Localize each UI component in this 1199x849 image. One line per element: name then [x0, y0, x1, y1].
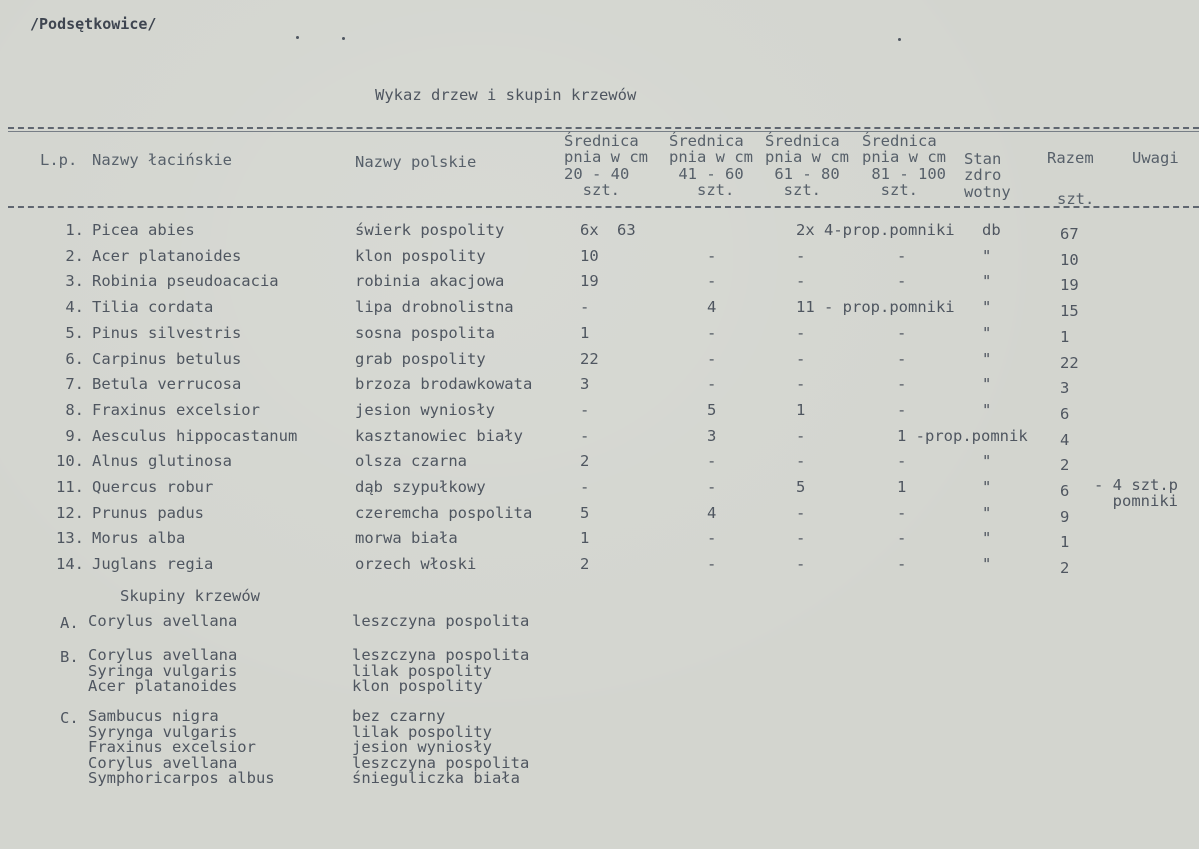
table-header-rule — [8, 206, 1199, 208]
count-81-100: - — [897, 272, 907, 290]
count-81-100: - — [897, 555, 907, 573]
polish-name: olsza czarna — [355, 452, 467, 470]
row-number: 4. — [65, 298, 84, 316]
row-number: 14. — [56, 555, 84, 573]
total-count: 19 — [1060, 276, 1079, 294]
count-61-80: - — [796, 452, 806, 470]
total-count: 3 — [1060, 379, 1070, 397]
total-count: 22 — [1060, 354, 1079, 372]
count-20-40: 1 — [580, 324, 590, 342]
polish-name: orzech włoski — [355, 555, 477, 573]
latin-name: Morus alba — [92, 529, 186, 547]
count-61-80: - — [796, 247, 806, 265]
count-20-40: - — [580, 298, 590, 316]
count-41-60: - — [707, 272, 717, 290]
count-20-40: - — [580, 427, 590, 445]
health-status: " — [982, 529, 992, 547]
count-81-100: 1 — [897, 478, 907, 496]
latin-name: Pinus silvestris — [92, 324, 242, 342]
count-81-100: - — [897, 375, 907, 393]
count-61-80: 11 - prop.pomniki — [796, 298, 955, 316]
column-header-diameter-61-80: Średnica pnia w cm 61 - 80 szt. — [765, 132, 849, 199]
count-61-80: - — [796, 504, 806, 522]
count-41-60: 3 — [707, 427, 717, 445]
count-61-80: 2x 4-prop.pomniki — [796, 221, 955, 239]
polish-name: jesion wyniosły — [355, 401, 495, 419]
shrub-polish-names: leszczyna pospolita lilak pospolity klon pospolity — [352, 646, 530, 695]
shrub-group-letter: C. — [60, 709, 79, 727]
total-count: 10 — [1060, 251, 1079, 269]
column-header-total: Razem — [1047, 149, 1094, 167]
polish-name: lipa drobnolistna — [355, 298, 514, 316]
health-status: db — [982, 221, 1001, 239]
health-status: " — [982, 272, 992, 290]
list-title: Wykaz drzew i skupin krzewów — [375, 86, 637, 104]
count-41-60: - — [707, 452, 717, 470]
polish-name: morwa biała — [355, 529, 458, 547]
total-count: 15 — [1060, 302, 1079, 320]
column-header-lp: L.p. — [40, 151, 78, 169]
count-41-60: - — [707, 324, 717, 342]
count-61-80: - — [796, 555, 806, 573]
column-header-diameter-81-100: Średnica pnia w cm 81 - 100 szt. — [862, 132, 946, 199]
count-20-40: 6x — [580, 221, 599, 239]
count-61-80: 1 — [796, 401, 806, 419]
row-number: 2. — [65, 247, 84, 265]
count-41-60: - — [707, 375, 717, 393]
count-20-40: 19 — [580, 272, 599, 290]
shrub-latin-names: Corylus avellana Syringa vulgaris Acer platanoides — [88, 646, 238, 695]
count-61-80: 5 — [796, 478, 806, 496]
count-81-100: - — [897, 350, 907, 368]
latin-name: Prunus padus — [92, 504, 204, 522]
count-41-60: - — [707, 478, 717, 496]
column-header-polish: Nazwy polskie — [355, 153, 477, 171]
count-20-40: - — [580, 478, 590, 496]
total-count: 6 — [1060, 482, 1070, 500]
row-number: 10. — [56, 452, 84, 470]
count-61-80: - — [796, 427, 806, 445]
total-count: 4 — [1060, 431, 1070, 449]
count-20-40: 1 — [580, 529, 590, 547]
latin-name: Quercus robur — [92, 478, 214, 496]
count-41-60: 4 — [707, 298, 717, 316]
health-status: " — [982, 401, 992, 419]
column-header-diameter-41-60: Średnica pnia w cm 41 - 60 szt. — [669, 132, 753, 199]
count-81-100: - — [897, 529, 907, 547]
latin-name: Alnus glutinosa — [92, 452, 232, 470]
latin-name: Carpinus betulus — [92, 350, 242, 368]
shrub-polish-names: bez czarny lilak pospolity jesion wyniosły leszczyna pospolita śnieguliczka biała — [352, 707, 530, 787]
count-61-80: - — [796, 529, 806, 547]
latin-name: Aesculus hippocastanum — [92, 427, 298, 445]
total-count: 9 — [1060, 508, 1070, 526]
polish-name: sosna pospolita — [355, 324, 495, 342]
table-top-rule — [8, 127, 1199, 129]
row-number: 13. — [56, 529, 84, 547]
ink-dot — [342, 37, 345, 40]
polish-name: brzoza brodawkowata — [355, 375, 533, 393]
row-number: 7. — [65, 375, 84, 393]
count-61-80: - — [796, 375, 806, 393]
row-number: 6. — [65, 350, 84, 368]
count-20-40: 2 — [580, 452, 590, 470]
health-status: " — [982, 324, 992, 342]
health-status: " — [982, 350, 992, 368]
total-count: 1 — [1060, 328, 1070, 346]
count-41-60: 4 — [707, 504, 717, 522]
count-41-60: - — [707, 247, 717, 265]
health-status: " — [982, 452, 992, 470]
polish-name: robinia akacjowa — [355, 272, 505, 290]
total-count: 2 — [1060, 456, 1070, 474]
count-20-40: 22 — [580, 350, 599, 368]
count-61-80: - — [796, 350, 806, 368]
shrubs-title: Skupiny krzewów — [120, 587, 260, 605]
count-81-100: - — [897, 401, 907, 419]
count-41-60: - — [707, 529, 717, 547]
row-number: 3. — [65, 272, 84, 290]
latin-name: Picea abies — [92, 221, 195, 239]
row-number: 5. — [65, 324, 84, 342]
place-header: /Podsętkowice/ — [30, 15, 157, 33]
health-status: " — [982, 478, 992, 496]
latin-name: Acer platanoides — [92, 247, 242, 265]
total-count: 1 — [1060, 533, 1070, 551]
ink-dot — [898, 38, 901, 41]
count-41-60: - — [707, 555, 717, 573]
shrub-polish-names: leszczyna pospolita — [352, 612, 530, 630]
health-status: " — [982, 504, 992, 522]
count-20-40: 3 — [580, 375, 590, 393]
shrub-group-letter: A. — [60, 614, 79, 632]
column-header-health: Stan zdro wotny — [964, 150, 1011, 201]
latin-name: Robinia pseudoacacia — [92, 272, 279, 290]
health-status: " — [982, 555, 992, 573]
count-note: 63 — [617, 221, 636, 239]
row-number: 9. — [65, 427, 84, 445]
count-61-80: - — [796, 272, 806, 290]
health-status: " — [982, 247, 992, 265]
remarks: - 4 szt.p pomniki — [1094, 476, 1178, 511]
total-count: 6 — [1060, 405, 1070, 423]
count-41-60: - — [707, 350, 717, 368]
count-20-40: - — [580, 401, 590, 419]
polish-name: grab pospolity — [355, 350, 486, 368]
polish-name: klon pospolity — [355, 247, 486, 265]
count-81-100: - — [897, 324, 907, 342]
column-header-latin: Nazwy łacińskie — [92, 151, 232, 169]
column-header-total-unit: szt. — [1057, 190, 1095, 208]
count-81-100: - — [897, 452, 907, 470]
polish-name: świerk pospolity — [355, 221, 505, 239]
count-61-80: - — [796, 324, 806, 342]
count-20-40: 10 — [580, 247, 599, 265]
row-number: 12. — [56, 504, 84, 522]
polish-name: kasztanowiec biały — [355, 427, 523, 445]
count-81-100: 1 -prop.pomnik — [897, 427, 1028, 445]
count-20-40: 5 — [580, 504, 590, 522]
count-41-60: 5 — [707, 401, 717, 419]
column-header-remarks: Uwagi — [1132, 149, 1179, 167]
count-81-100: - — [897, 247, 907, 265]
polish-name: dąb szypułkowy — [355, 478, 486, 496]
total-count: 2 — [1060, 559, 1070, 577]
latin-name: Betula verrucosa — [92, 375, 242, 393]
health-status: " — [982, 298, 992, 316]
shrub-latin-names: Sambucus nigra Syrynga vulgaris Fraxinus excelsior Corylus avellana Symphoricarpos albus — [88, 707, 275, 787]
polish-name: czeremcha pospolita — [355, 504, 533, 522]
row-number: 1. — [65, 221, 84, 239]
total-count: 67 — [1060, 225, 1079, 243]
shrub-group-letter: B. — [60, 648, 79, 666]
health-status: " — [982, 375, 992, 393]
latin-name: Fraxinus excelsior — [92, 401, 260, 419]
ink-dot — [296, 36, 299, 39]
row-number: 11. — [56, 478, 84, 496]
count-81-100: - — [897, 504, 907, 522]
latin-name: Juglans regia — [92, 555, 214, 573]
latin-name: Tilia cordata — [92, 298, 214, 316]
count-20-40: 2 — [580, 555, 590, 573]
row-number: 8. — [65, 401, 84, 419]
shrub-latin-names: Corylus avellana — [88, 612, 238, 630]
column-header-diameter-20-40: Średnica pnia w cm 20 - 40 szt. — [564, 132, 648, 199]
